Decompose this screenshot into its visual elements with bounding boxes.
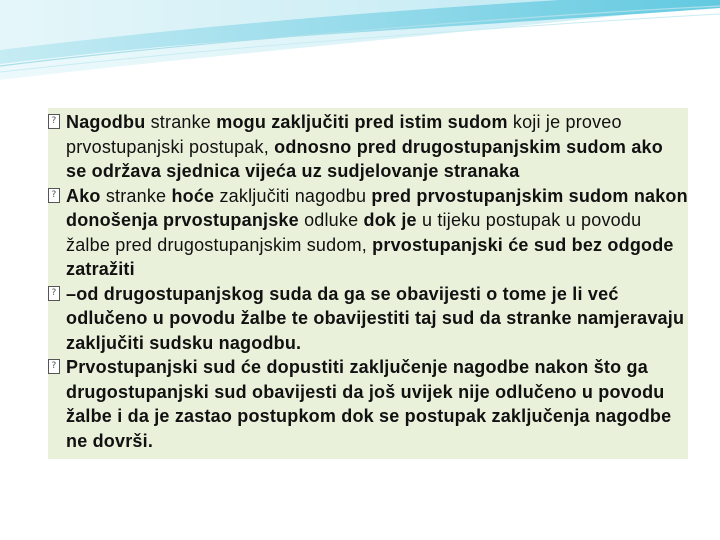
slide-text-box (48, 108, 688, 459)
text-segment: Nagodbu (66, 112, 151, 132)
text-segment: stranke (105, 185, 172, 206)
text-segment: zaključiti nagodbu (219, 185, 372, 206)
missing-glyph-icon: ? (48, 286, 60, 301)
bullet-text (66, 112, 663, 181)
bullet-text (66, 284, 684, 353)
bullet-item (48, 355, 688, 453)
bullet-item (48, 282, 688, 356)
text-segment: stranke (150, 112, 217, 132)
bullet-item (48, 110, 688, 184)
text-segment: Ako (66, 185, 106, 206)
text-segment: odluke (304, 210, 364, 230)
text-segment: prvostupanjski će sud bez odgode zatražiti (66, 234, 674, 279)
text-segment: –od drugostupanjskog suda da ga se obavijesti o tome je li već odlučeno u povodu žalbe te obavijestiti taj sud da stranke namjeravaju zaključiti sudsku nagodbu. (66, 283, 685, 353)
bullet-item (48, 184, 688, 282)
text-segment: koji je proveo prvostupanjski postupak, (66, 112, 622, 157)
text-segment: Prvostupanjski sud će dopustiti zaključenje nagodbe nakon što ga drugostupanjski sud obavijesti da još uvijek nije odlučeno u povodu žalbe i da je zastao postupkom dok se postupak zaključenja nagodbe ne dovrši. (66, 357, 672, 451)
bullet-text (66, 186, 688, 280)
text-segment: dok je (363, 210, 422, 230)
missing-glyph-icon: ? (48, 359, 60, 374)
text-segment: u tijeku postupak u povodu žalbe pred drugostupanjskim sudom, (66, 210, 642, 255)
bullet-text (66, 357, 671, 451)
decorative-wave-header (0, 0, 720, 90)
missing-glyph-icon: ? (48, 114, 60, 129)
text-segment: mogu zaključiti pred istim sudom (216, 112, 513, 132)
text-segment: pred prvostupanjskim sudom nakon donošenja prvostupanjske (66, 185, 688, 230)
missing-glyph-icon: ? (48, 188, 60, 203)
wave-graphic (0, 0, 720, 90)
text-segment: hoće (171, 185, 220, 206)
text-segment: odnosno pred drugostupanjskim sudom ako se održava sjednica vijeća uz sudjelovanje stranaka (66, 136, 663, 181)
